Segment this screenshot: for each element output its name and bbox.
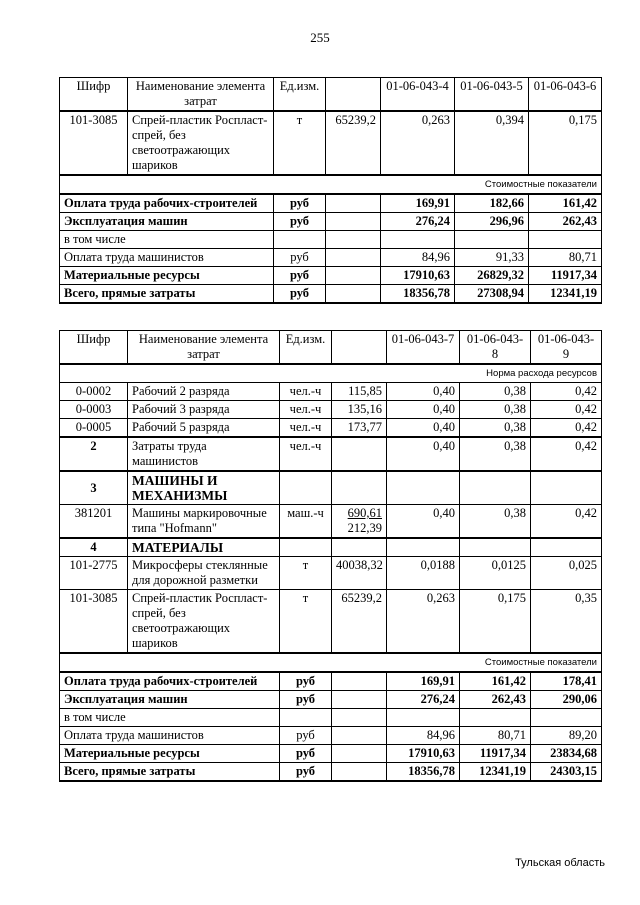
norm-label: Норма расхода ресурсов	[60, 364, 602, 383]
cost-name: в том числе	[60, 709, 280, 727]
row-value-1: 0,40	[387, 419, 460, 438]
row-value-1: 0,40	[387, 505, 460, 539]
row-price: 40038,32	[332, 557, 387, 590]
section-code: 4	[60, 538, 128, 557]
row-blank	[332, 437, 387, 471]
header-col-3: 01-06-043-6	[529, 78, 602, 112]
row-value-3: 0,175	[529, 111, 602, 175]
cost-unit: руб	[274, 249, 326, 267]
cost-value-3: 161,42	[529, 194, 602, 213]
row-value-3: 0,35	[531, 590, 602, 654]
row-price: 135,16	[332, 401, 387, 419]
row-blank	[387, 471, 460, 505]
row-name: Спрей-пластик Роспласт-спрей, без светоотражающих шариков	[128, 111, 274, 175]
cost-value-3: 12341,19	[529, 285, 602, 304]
row-code: 2	[60, 437, 128, 471]
cost-name: Всего, прямые затраты	[60, 285, 274, 304]
row-unit: чел.-ч	[280, 383, 332, 401]
cost-row	[60, 231, 602, 249]
row-value-1: 0,0188	[387, 557, 460, 590]
table-row	[60, 419, 602, 438]
row-value-1: 0,263	[381, 111, 455, 175]
cost-blank	[326, 267, 381, 285]
table-row	[60, 383, 602, 401]
header-col-2: 01-06-043-8	[460, 331, 531, 365]
cost-blank	[332, 672, 387, 691]
row-name: Рабочий 3 разряда	[128, 401, 280, 419]
table-header-row	[60, 78, 602, 112]
cost-blank	[326, 231, 381, 249]
row-price: 65239,2	[332, 590, 387, 654]
row-code: 101-3085	[60, 111, 128, 175]
row-blank	[460, 538, 531, 557]
section-name: МАТЕРИАЛЫ	[128, 538, 280, 557]
cost-row	[60, 194, 602, 213]
table-row	[60, 590, 602, 654]
row-blank	[531, 538, 602, 557]
row-code: 0-0005	[60, 419, 128, 438]
header-unit: Ед.изм.	[280, 331, 332, 365]
cost-name: Оплата труда машинистов	[60, 727, 280, 745]
cost-value-1: 18356,78	[387, 763, 460, 782]
row-value-3: 0,42	[531, 383, 602, 401]
cost-unit: руб	[274, 267, 326, 285]
section-row	[60, 364, 602, 383]
row-name: Спрей-пластик Роспласт-спрей, без светоотражающих шариков	[128, 590, 280, 654]
header-name: Наименование элемента затрат	[128, 78, 274, 112]
region-footer: Тульская область	[515, 857, 605, 869]
section-name: МАШИНЫ И МЕХАНИЗМЫ	[128, 471, 280, 505]
cost-value-2: 12341,19	[460, 763, 531, 782]
cost-row	[60, 285, 602, 304]
header-col-1: 01-06-043-7	[387, 331, 460, 365]
cost-blank	[332, 745, 387, 763]
cost-blank	[326, 194, 381, 213]
row-value-2: 0,38	[460, 383, 531, 401]
cost-name: Эксплуатация машин	[60, 691, 280, 709]
cost-row	[60, 267, 602, 285]
cost-name: Материальные ресурсы	[60, 267, 274, 285]
cost-name: Материальные ресурсы	[60, 745, 280, 763]
row-blank	[280, 538, 332, 557]
cost-row	[60, 709, 602, 727]
row-value-3: 0,42	[531, 437, 602, 471]
row-blank	[280, 471, 332, 505]
row-value-3: 0,42	[531, 505, 602, 539]
cost-value-2: 91,33	[455, 249, 529, 267]
row-code: 0-0002	[60, 383, 128, 401]
cost-unit: руб	[280, 763, 332, 782]
row-unit: чел.-ч	[280, 401, 332, 419]
cost-value-3: 11917,34	[529, 267, 602, 285]
row-value-2: 0,38	[460, 401, 531, 419]
header-code: Шифр	[60, 331, 128, 365]
cost-unit: руб	[274, 285, 326, 304]
row-value-1: 0,40	[387, 401, 460, 419]
row-value-3: 0,42	[531, 419, 602, 438]
cost-value-3: 290,06	[531, 691, 602, 709]
cost-value-3: 89,20	[531, 727, 602, 745]
machine-price-bottom: 212,39	[347, 521, 382, 535]
header-price	[332, 331, 387, 365]
cost-name: Оплата труда рабочих-строителей	[60, 194, 274, 213]
cost-unit: руб	[280, 745, 332, 763]
row-price: 65239,2	[326, 111, 381, 175]
table-header-row	[60, 331, 602, 365]
table-row	[60, 557, 602, 590]
cost-value-2: 262,43	[460, 691, 531, 709]
cost-row	[60, 745, 602, 763]
section-label: Стоимостные показатели	[60, 653, 602, 672]
row-blank	[387, 538, 460, 557]
cost-row	[60, 727, 602, 745]
cost-unit: руб	[274, 194, 326, 213]
cost-blank	[326, 285, 381, 304]
row-value-1: 0,40	[387, 437, 460, 471]
cost-value-1: 17910,63	[387, 745, 460, 763]
row-code: 0-0003	[60, 401, 128, 419]
row-unit: чел.-ч	[280, 437, 332, 471]
cost-blank	[460, 709, 531, 727]
cost-blank	[326, 249, 381, 267]
cost-value-3: 80,71	[529, 249, 602, 267]
cost-name: Оплата труда рабочих-строителей	[60, 672, 280, 691]
cost-value-1: 84,96	[387, 727, 460, 745]
cost-value-2: 161,42	[460, 672, 531, 691]
cost-blank	[381, 231, 455, 249]
row-value-2: 0,175	[460, 590, 531, 654]
cost-row	[60, 672, 602, 691]
section-code: 3	[60, 471, 128, 505]
cost-value-3: 23834,68	[531, 745, 602, 763]
cost-value-2: 296,96	[455, 213, 529, 231]
header-col-1: 01-06-043-4	[381, 78, 455, 112]
resource-table-2	[59, 330, 602, 782]
row-price: 173,77	[332, 419, 387, 438]
cost-unit: руб	[274, 213, 326, 231]
header-col-3: 01-06-043-9	[531, 331, 602, 365]
cost-value-1: 169,91	[381, 194, 455, 213]
cost-blank	[529, 231, 602, 249]
section-heading-row	[60, 538, 602, 557]
cost-value-2: 26829,32	[455, 267, 529, 285]
row-name: Микросферы стеклянные для дорожной разметки	[128, 557, 280, 590]
cost-value-3: 24303,15	[531, 763, 602, 782]
header-code: Шифр	[60, 78, 128, 112]
row-unit: т	[280, 590, 332, 654]
row-blank	[332, 471, 387, 505]
table-row	[60, 111, 602, 175]
row-value-2: 0,0125	[460, 557, 531, 590]
cost-blank	[280, 709, 332, 727]
section-heading-row	[60, 471, 602, 505]
row-blank	[460, 471, 531, 505]
section-label: Стоимостные показатели	[60, 175, 602, 194]
table-row	[60, 505, 602, 539]
cost-blank	[531, 709, 602, 727]
section-row	[60, 175, 602, 194]
cost-blank	[332, 709, 387, 727]
header-name: Наименование элемента затрат	[128, 331, 280, 365]
cost-value-1: 169,91	[387, 672, 460, 691]
cost-value-2: 11917,34	[460, 745, 531, 763]
cost-row	[60, 763, 602, 782]
cost-value-1: 276,24	[381, 213, 455, 231]
page-number: 255	[310, 30, 330, 45]
row-unit: маш.-ч	[280, 505, 332, 539]
row-blank	[332, 538, 387, 557]
cost-value-2: 80,71	[460, 727, 531, 745]
cost-blank	[387, 709, 460, 727]
row-code: 381201	[60, 505, 128, 539]
cost-row	[60, 249, 602, 267]
cost-value-1: 17910,63	[381, 267, 455, 285]
row-code: 101-3085	[60, 590, 128, 654]
cost-value-3: 178,41	[531, 672, 602, 691]
row-name: Машины маркировочные типа "Hofmann"	[128, 505, 280, 539]
row-unit: чел.-ч	[280, 419, 332, 438]
header-col-2: 01-06-043-5	[455, 78, 529, 112]
row-code: 101-2775	[60, 557, 128, 590]
row-value-2: 0,38	[460, 419, 531, 438]
row-unit: т	[280, 557, 332, 590]
cost-unit: руб	[280, 672, 332, 691]
cost-name: Всего, прямые затраты	[60, 763, 280, 782]
row-value-3: 0,42	[531, 401, 602, 419]
section-row	[60, 653, 602, 672]
row-value-1: 0,40	[387, 383, 460, 401]
row-unit: т	[274, 111, 326, 175]
row-price	[332, 505, 387, 539]
cost-value-1: 276,24	[387, 691, 460, 709]
cost-row	[60, 213, 602, 231]
header-price	[326, 78, 381, 112]
row-value-2: 0,394	[455, 111, 529, 175]
cost-unit: руб	[280, 727, 332, 745]
cost-name: в том числе	[60, 231, 274, 249]
row-value-3: 0,025	[531, 557, 602, 590]
cost-blank	[455, 231, 529, 249]
cost-value-2: 27308,94	[455, 285, 529, 304]
cost-blank	[332, 763, 387, 782]
row-price: 115,85	[332, 383, 387, 401]
machine-price-top: 690,61	[347, 506, 382, 520]
row-blank	[531, 471, 602, 505]
cost-name: Оплата труда машинистов	[60, 249, 274, 267]
cost-blank	[274, 231, 326, 249]
cost-value-2: 182,66	[455, 194, 529, 213]
cost-name: Эксплуатация машин	[60, 213, 274, 231]
row-value-2: 0,38	[460, 437, 531, 471]
header-unit: Ед.изм.	[274, 78, 326, 112]
cost-unit: руб	[280, 691, 332, 709]
resource-table-1	[59, 77, 602, 304]
cost-value-1: 84,96	[381, 249, 455, 267]
cost-blank	[326, 213, 381, 231]
row-name: Рабочий 2 разряда	[128, 383, 280, 401]
table-row	[60, 437, 602, 471]
cost-blank	[332, 691, 387, 709]
row-value-2: 0,38	[460, 505, 531, 539]
cost-row	[60, 691, 602, 709]
cost-value-3: 262,43	[529, 213, 602, 231]
row-value-1: 0,263	[387, 590, 460, 654]
row-name: Затраты труда машинистов	[128, 437, 280, 471]
cost-value-1: 18356,78	[381, 285, 455, 304]
cost-blank	[332, 727, 387, 745]
table-row	[60, 401, 602, 419]
row-name: Рабочий 5 разряда	[128, 419, 280, 438]
